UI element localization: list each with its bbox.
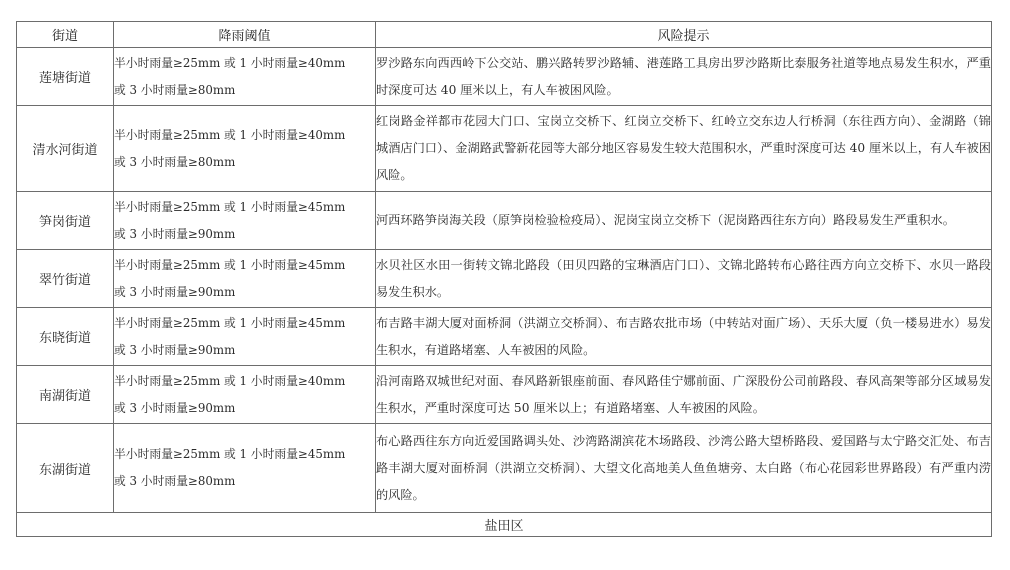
table-row xyxy=(17,192,992,250)
header-street: 街道 xyxy=(17,22,114,48)
threshold-cell xyxy=(114,366,376,424)
table-row xyxy=(17,366,992,424)
threshold-cell xyxy=(114,308,376,366)
risk-text: 红岗路金祥都市花园大门口、宝岗立交桥下、红岗立交桥下、红岭立交东边人行桥洞（东往西方向）、金湖路（锦城酒店门口）、金湖路武警新花园等大部分地区容易发生较大范围积水，严重时深度可达 40 厘米以上，有人车被困风险。 xyxy=(376,106,992,192)
threshold-line: 半小时雨量≥25mm 或 1 小时雨量≥45mm xyxy=(114,315,346,330)
street-name: 南湖街道 xyxy=(17,366,114,424)
threshold-line: 或 3 小时雨量≥80mm xyxy=(114,154,236,169)
street-name: 翠竹街道 xyxy=(17,250,114,308)
header-threshold: 降雨阈值 xyxy=(114,22,376,48)
threshold-line: 或 3 小时雨量≥80mm xyxy=(114,474,236,488)
risk-text: 罗沙路东向西西岭下公交站、鹏兴路转罗沙路辅、港莲路工具房出罗沙路斯比泰服务社道等地点易发生积水，严重时深度可达 40 厘米以上，有人车被困风险。 xyxy=(376,48,992,106)
risk-text: 布吉路丰湖大厦对面桥洞（洪湖立交桥洞）、布吉路农批市场（中转站对面广场）、天乐大厦（负一楼易进水）易发生积水，有道路堵塞、人车被困的风险。 xyxy=(376,308,992,366)
threshold-cell xyxy=(114,106,376,192)
threshold-line: 半小时雨量≥25mm 或 1 小时雨量≥45mm xyxy=(114,199,346,214)
threshold-line: 半小时雨量≥25mm 或 1 小时雨量≥45mm xyxy=(114,447,346,461)
risk-text: 布心路西往东方向近爱国路调头处、沙湾路湖滨花木场路段、沙湾公路大望桥路段、爱国路与太宁路交汇处、布吉路丰湖大厦对面桥洞（洪湖立交桥洞）、大望文化高地美人鱼鱼塘旁、太白路（布心花园彩世界路段）有严重内涝的风险。 xyxy=(376,424,992,513)
street-name: 莲塘街道 xyxy=(17,48,114,106)
threshold-cell xyxy=(114,250,376,308)
district-heading: 盐田区 xyxy=(17,513,992,537)
risk-text: 河西环路笋岗海关段（原笋岗检验检疫局）、泥岗宝岗立交桥下（泥岗路西往东方向）路段易发生严重积水。 xyxy=(376,192,992,250)
threshold-cell xyxy=(114,424,376,513)
threshold-cell xyxy=(114,48,376,106)
rainfall-risk-table xyxy=(16,21,992,537)
table-row xyxy=(17,308,992,366)
table-row xyxy=(17,48,992,106)
threshold-line: 或 3 小时雨量≥90mm xyxy=(114,342,236,357)
threshold-line: 或 3 小时雨量≥80mm xyxy=(114,82,236,97)
threshold-cell xyxy=(114,192,376,250)
header-risk: 风险提示 xyxy=(376,22,992,48)
street-name: 东晓街道 xyxy=(17,308,114,366)
threshold-line: 半小时雨量≥25mm 或 1 小时雨量≥40mm xyxy=(114,127,346,142)
threshold-line: 或 3 小时雨量≥90mm xyxy=(114,226,236,241)
threshold-line: 或 3 小时雨量≥90mm xyxy=(114,400,236,415)
table-row xyxy=(17,424,992,513)
table-row xyxy=(17,250,992,308)
table-row xyxy=(17,106,992,192)
threshold-line: 半小时雨量≥25mm 或 1 小时雨量≥40mm xyxy=(114,55,346,70)
district-row xyxy=(17,513,992,537)
threshold-line: 半小时雨量≥25mm 或 1 小时雨量≥45mm xyxy=(114,257,346,272)
street-name: 笋岗街道 xyxy=(17,192,114,250)
risk-text: 水贝社区水田一街转文锦北路段（田贝四路的宝琳酒店门口）、文锦北路转布心路往西方向立交桥下、水贝一路段易发生积水。 xyxy=(376,250,992,308)
risk-text: 沿河南路双城世纪对面、春风路新银座前面、春风路佳宁娜前面、广深股份公司前路段、春风高架等部分区域易发生积水，严重时深度可达 50 厘米以上；有道路堵塞、人车被困的风险。 xyxy=(376,366,992,424)
street-name: 东湖街道 xyxy=(17,424,114,513)
threshold-line: 或 3 小时雨量≥90mm xyxy=(114,284,236,299)
threshold-line: 半小时雨量≥25mm 或 1 小时雨量≥40mm xyxy=(114,373,346,388)
table-header-row xyxy=(17,22,992,48)
street-name: 清水河街道 xyxy=(17,106,114,192)
